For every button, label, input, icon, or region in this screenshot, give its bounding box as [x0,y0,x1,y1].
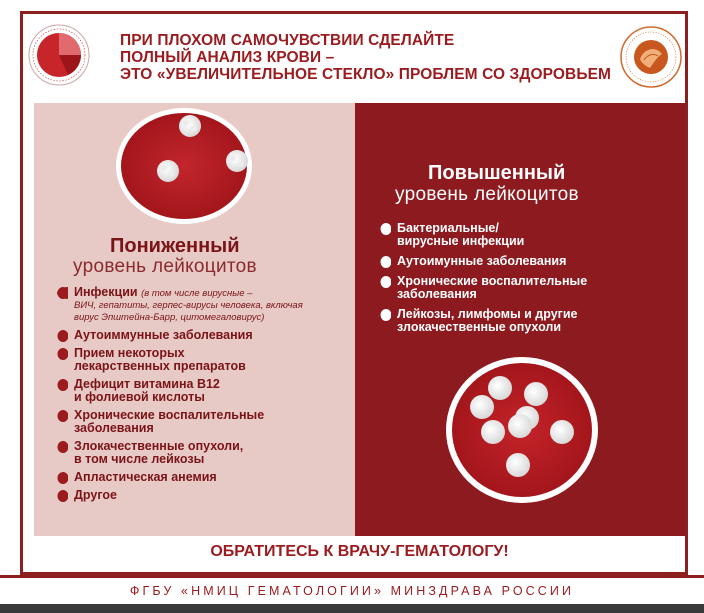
list-item: Дефицит витамина В12 и фолиевой кислоты [57,378,347,404]
list-item: Злокачественные опухоли, в том числе лейкозы [57,440,347,466]
list-item: Хронические воспалительные заболевания [380,275,670,301]
low-wbc-subtitle: уровень лейкоцитов [73,256,257,277]
half-circle-bullet-icon [380,309,391,321]
high-wbc-subtitle: уровень лейкоцитов [395,184,579,205]
half-circle-bullet-icon [380,223,391,235]
white-blood-cell [508,414,532,438]
white-blood-cell [179,115,201,137]
white-blood-cell [550,420,574,444]
page-title: ПРИ ПЛОХОМ САМОЧУВСТВИИ СДЕЛАЙТЕ ПОЛНЫЙ АНАЛИЗ КРОВИ – ЭТО «УВЕЛИЧИТЕЛЬНОЕ СТЕКЛО» ПРОБЛЕМ СО ЗДОРОВЬЕМ [120,32,612,83]
half-circle-bullet-icon [57,441,68,453]
bottom-edge [0,604,704,613]
list-item: Аутоиммунные заболевания [57,329,347,342]
white-blood-cell [488,376,512,400]
footer-organization: ФГБУ «НМИЦ ГЕМАТОЛОГИИ» МИНЗДРАВА РОССИИ [129,584,575,598]
high-wbc-title: Повышенный [428,162,566,184]
many-leukocytes-illustration [445,356,600,504]
list-item: Хронические воспалительные заболевания [57,409,347,435]
white-blood-cell [470,395,494,419]
list-item: Аутоимунные заболевания [380,255,670,268]
few-leukocytes-illustration [114,106,254,226]
half-circle-bullet-icon [57,490,68,502]
list-item: Другое [57,489,347,502]
white-blood-cell [226,150,248,172]
call-to-action: ОБРАТИТЕСЬ К ВРАЧУ-ГЕМАТОЛОГУ! [210,543,509,560]
list-item: Бактериальные/ вирусные инфекции [380,222,670,248]
national-hematology-society-logo [620,26,682,88]
half-circle-bullet-icon [57,330,68,342]
low-wbc-causes-list [57,286,347,507]
half-circle-bullet-icon [380,256,391,268]
half-circle-bullet-icon [57,410,68,422]
half-circle-bullet-icon [57,348,68,360]
half-circle-bullet-icon [380,276,391,288]
low-wbc-title: Пониженный [110,235,240,257]
white-blood-cell [481,420,505,444]
white-blood-cell [524,382,548,406]
half-circle-bullet-icon [57,472,68,484]
list-item: Лейкозы, лимфомы и другие злокачественные опухоли [380,308,670,334]
list-item: Апластическая анемия [57,471,347,484]
list-item: Прием некоторых лекарственных препаратов [57,347,347,373]
list-item: Инфекции (в том числе вирусные – ВИЧ, гепатиты, герпес-вирусы человека, включая вирус Эпштейна-Барр, цитомегаловирус) [57,286,347,324]
footer-divider [0,575,704,578]
white-blood-cell [157,160,179,182]
half-circle-bullet-icon [57,379,68,391]
nmic-hematology-logo [28,24,90,86]
half-circle-bullet-icon [57,287,68,299]
high-wbc-causes-list [380,222,670,341]
white-blood-cell [506,453,530,477]
